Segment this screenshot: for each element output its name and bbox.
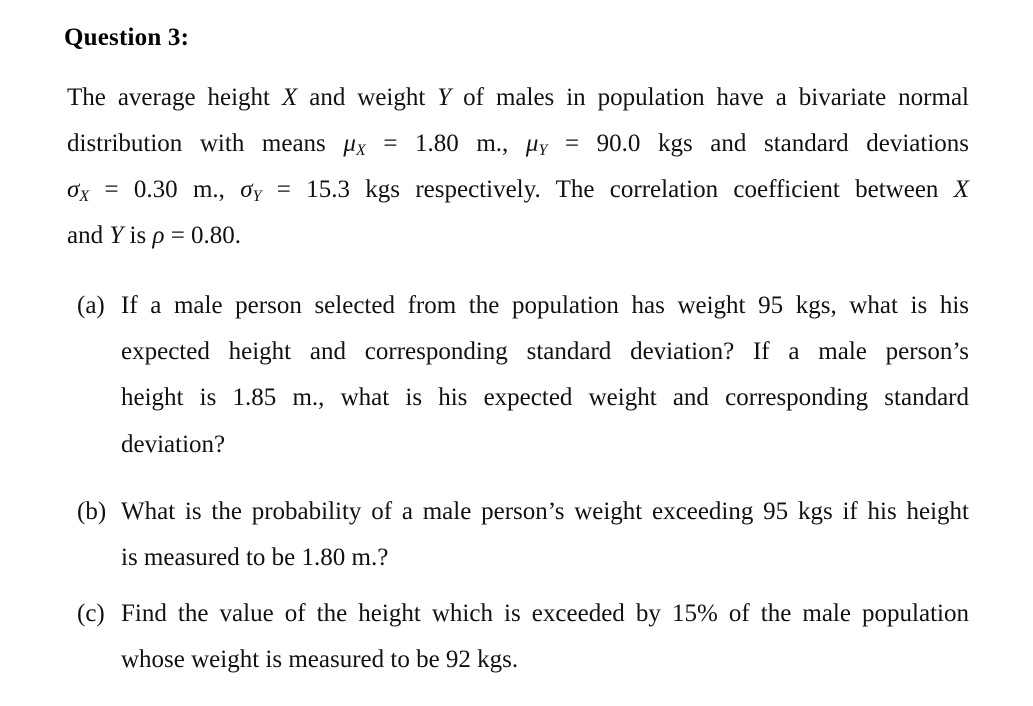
intro-text: and weight xyxy=(309,84,426,111)
intro-text: distribution with means xyxy=(67,130,326,157)
rho-symbol: ρ xyxy=(152,222,165,249)
correlation-value: = 0.80. xyxy=(170,222,242,249)
intro-line-3 xyxy=(67,176,969,204)
intro-text: and xyxy=(67,222,104,249)
mean-x-value: = 1.80 m., xyxy=(383,130,509,157)
sd-x-symbol: $\sigma_X$ xyxy=(67,176,90,205)
part-c-line-1: Find the value of the height which is exceeded by 15% of the male population xyxy=(121,600,969,627)
question-heading: Question 3: xyxy=(64,24,190,51)
sd-y-symbol: $\sigma_Y$ xyxy=(240,176,262,205)
variable-y: Y xyxy=(109,222,124,249)
part-c-label: (c) xyxy=(77,600,105,627)
sd-x-value: = 0.30 m., xyxy=(104,176,225,203)
intro-text: of males in population have a bivariate normal xyxy=(463,84,970,111)
variable-x: X xyxy=(953,176,970,203)
part-b-label: (b) xyxy=(77,498,107,525)
intro-line-2 xyxy=(67,130,969,158)
part-a-label: (a) xyxy=(77,292,105,319)
sd-y-value: = 15.3 kgs respectively. The correlation coefficient between xyxy=(276,176,939,203)
part-a-line-3: height is 1.85 m., what is his expected weight and corresponding standard xyxy=(121,384,969,411)
mean-y-symbol: $\mu_Y$ xyxy=(525,130,548,159)
mean-x-symbol: $\mu_X$ xyxy=(343,130,366,159)
part-a-line-2: expected height and corresponding standard deviation? If a male person’s xyxy=(121,338,969,365)
variable-x: X xyxy=(281,84,298,111)
part-b-line-1: What is the probability of a male person’s weight exceeding 95 kgs if his height xyxy=(121,498,969,525)
part-a-line-1: If a male person selected from the population has weight 95 kgs, what is his xyxy=(121,292,969,319)
variable-y: Y xyxy=(437,84,452,111)
intro-line-4 xyxy=(67,222,969,250)
part-c-line-2: whose weight is measured to be 92 kgs. xyxy=(121,646,519,673)
intro-text: is xyxy=(129,222,147,249)
part-b-line-2: is measured to be 1.80 m.? xyxy=(121,544,389,571)
intro-text: The average height xyxy=(67,84,270,111)
intro-line-1 xyxy=(67,84,969,112)
part-a-line-4: deviation? xyxy=(121,431,226,458)
mean-y-value: = 90.0 kgs and standard deviations xyxy=(564,130,970,157)
